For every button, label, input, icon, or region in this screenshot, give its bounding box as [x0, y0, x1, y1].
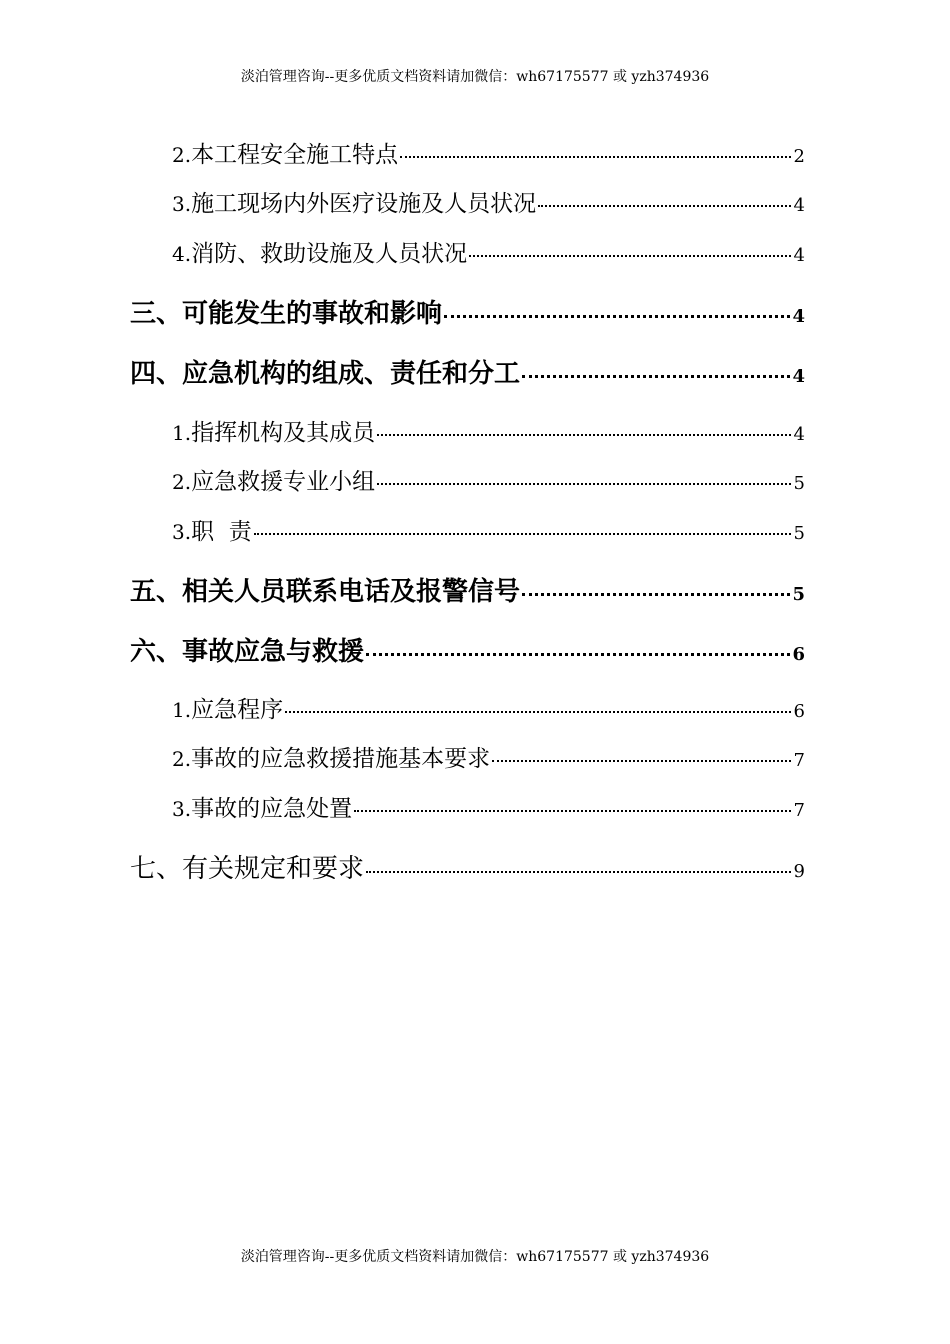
toc-entry-title: 六、事故应急与救援 [130, 637, 365, 667]
toc-entry-number: 2. [172, 747, 192, 771]
toc-entry-page: 4 [792, 366, 805, 387]
toc-entry-page: 6 [793, 701, 805, 722]
toc-entry-title: 七、有关规定和要求 [130, 854, 365, 884]
toc-entry[interactable] [172, 414, 805, 447]
toc-entry-number: 1. [172, 698, 192, 722]
toc-entry-page: 4 [793, 245, 805, 266]
toc-entry-number: 1. [172, 421, 192, 445]
toc-dot-leader [366, 871, 791, 873]
toc-entry[interactable] [130, 353, 805, 390]
toc-entry-number: 2. [172, 470, 192, 494]
toc-entry[interactable] [130, 293, 805, 330]
toc-entry-page: 4 [792, 306, 805, 327]
page-header: 淡泊管理咨询--更多优质文档资料请加微信：wh67175577 或 yzh374936 [240, 69, 710, 85]
toc-dot-leader [469, 255, 791, 257]
toc-dot-leader [400, 156, 791, 158]
toc-entry[interactable] [130, 631, 805, 668]
toc-entry-number: 2. [172, 143, 192, 167]
toc-entry[interactable] [172, 235, 805, 268]
toc-dot-leader [538, 205, 791, 207]
toc-entry-title: 指挥机构及其成员 [191, 420, 376, 446]
toc-entry-title: 施工现场内外医疗设施及人员状况 [191, 191, 537, 217]
toc-entry-number: 3. [172, 797, 192, 821]
toc-dot-leader [354, 810, 791, 812]
toc-entry-page: 5 [793, 523, 805, 544]
toc-entry-number: 3. [172, 192, 192, 216]
toc-entry[interactable] [172, 691, 805, 724]
toc-entry[interactable] [172, 185, 805, 218]
toc-entry-page: 2 [793, 146, 805, 167]
toc-entry-title: 事故的应急处置 [191, 796, 353, 822]
toc-entry-page: 5 [793, 473, 805, 494]
toc-dot-leader [366, 653, 790, 656]
toc-entry-page: 4 [793, 424, 805, 445]
toc-entry[interactable] [172, 136, 805, 169]
toc-entry-title: 本工程安全施工特点 [191, 142, 399, 168]
toc-entry[interactable] [130, 848, 805, 885]
toc-dot-leader [444, 315, 790, 318]
toc-entry-title: 五、相关人员联系电话及报警信号 [130, 577, 521, 607]
toc-dot-leader [522, 375, 790, 378]
toc-entry[interactable] [172, 463, 805, 496]
toc-entry-page: 7 [793, 750, 805, 771]
toc-dot-leader [285, 711, 791, 713]
toc-entry-title: 消防、救助设施及人员状况 [191, 241, 468, 267]
toc-entry-title: 职 责 [191, 519, 252, 545]
toc-entry[interactable] [172, 790, 805, 823]
toc-dot-leader [522, 593, 790, 596]
toc-entry-title: 三、可能发生的事故和影响 [130, 299, 443, 329]
toc-entry-page: 9 [793, 861, 805, 882]
toc-dot-leader [254, 533, 791, 535]
toc-entry-page: 5 [792, 584, 805, 605]
toc-entry[interactable] [172, 513, 805, 546]
toc-entry-title: 应急救援专业小组 [191, 469, 376, 495]
page-footer: 淡泊管理咨询--更多优质文档资料请加微信：wh67175577 或 yzh374936 [240, 1249, 710, 1265]
toc-dot-leader [377, 483, 791, 485]
toc-dot-leader [492, 760, 791, 762]
toc-entry-page: 6 [792, 644, 805, 665]
toc-entry-title: 应急程序 [191, 697, 284, 723]
toc-entry-title: 四、应急机构的组成、责任和分工 [130, 359, 521, 389]
toc-entry[interactable] [130, 571, 805, 608]
toc-entry-title: 事故的应急救援措施基本要求 [191, 746, 491, 772]
toc-entry-number: 4. [172, 242, 192, 266]
toc-dot-leader [377, 434, 791, 436]
toc-entry[interactable] [172, 740, 805, 773]
toc-entry-number: 3. [172, 520, 192, 544]
toc-entry-page: 4 [793, 195, 805, 216]
toc-entry-page: 7 [793, 800, 805, 821]
